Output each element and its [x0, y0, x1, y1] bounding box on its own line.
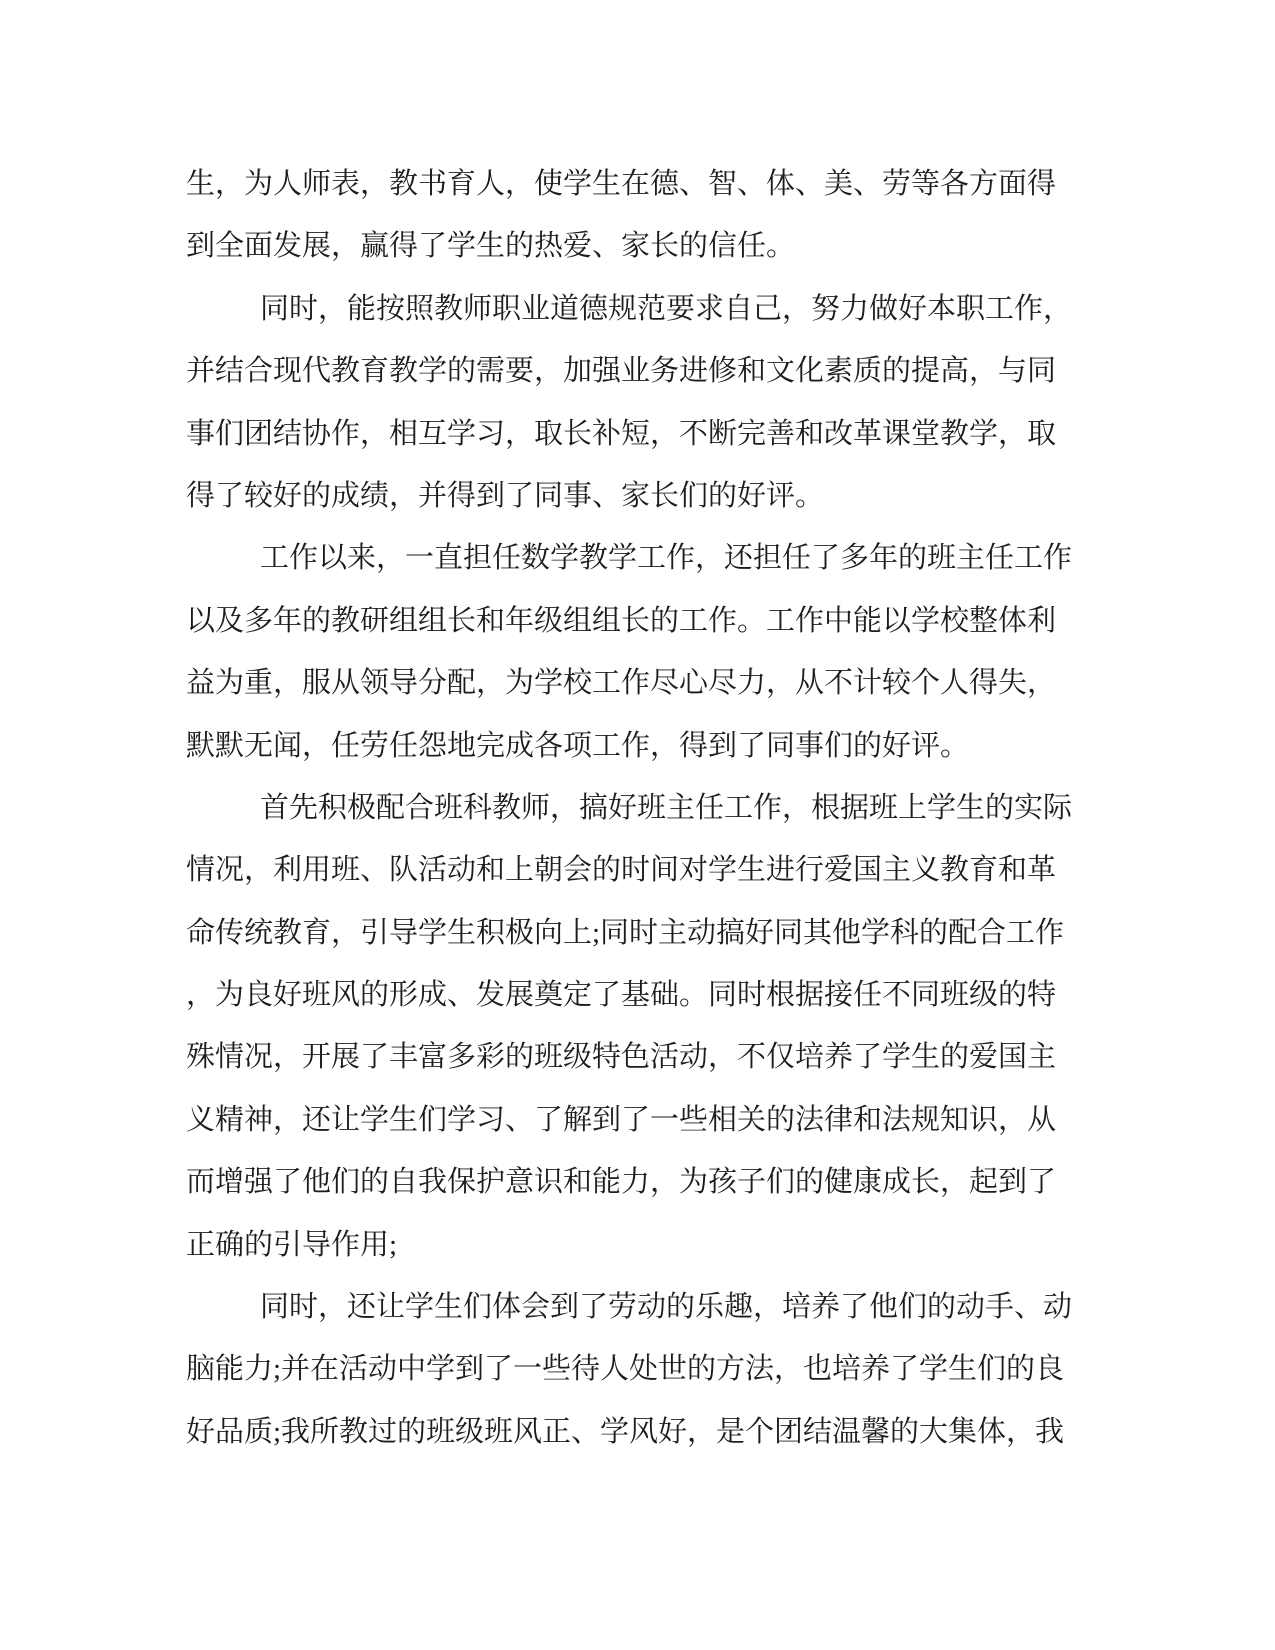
- text-line: 以及多年的教研组组长和年级组组长的工作。工作中能以学校整体利: [186, 604, 1057, 637]
- text-line: 殊情况，开展了丰富多彩的班级特色活动，不仅培养了学生的爱国主: [186, 1041, 1057, 1074]
- document-text-block: [186, 153, 1088, 1463]
- text-line: 脑能力;并在活动中学到了一些待人处世的方法，也培养了学生们的良: [186, 1353, 1065, 1386]
- text-line: 好品质;我所教过的班级班风正、学风好，是个团结温馨的大集体，我: [186, 1415, 1065, 1448]
- text-line: 同时，还让学生们体会到了劳动的乐趣，培养了他们的动手、动: [260, 1291, 1073, 1324]
- text-line: 同时，能按照教师职业道德规范要求自己，努力做好本职工作，: [260, 292, 1073, 325]
- text-line: 生，为人师表，教书育人，使学生在德、智、体、美、劳等各方面得: [186, 168, 1057, 200]
- text-line: 而增强了他们的自我保护意识和能力，为孩子们的健康成长，起到了: [186, 1166, 1057, 1199]
- text-line: 命传统教育，引导学生积极向上;同时主动搞好同其他学科的配合工作: [186, 916, 1065, 949]
- text-line: 义精神，还让学生们学习、了解到了一些相关的法律和法规知识，从: [186, 1103, 1057, 1136]
- text-line: 益为重，服从领导分配，为学校工作尽心尽力，从不计较个人得失，: [186, 667, 1057, 700]
- text-line: 事们团结协作，相互学习，取长补短，不断完善和改革课堂教学，取: [186, 417, 1057, 450]
- text-line: 首先积极配合班科教师，搞好班主任工作，根据班上学生的实际: [260, 791, 1073, 824]
- text-line: ，为良好班风的形成、发展奠定了基础。同时根据接任不同班级的特: [186, 979, 1057, 1012]
- text-line: 正确的引导作用;: [186, 1228, 398, 1261]
- text-line: 并结合现代教育教学的需要，加强业务进修和文化素质的提高，与同: [186, 355, 1057, 388]
- text-line: 得了较好的成绩，并得到了同事、家长们的好评。: [186, 479, 825, 512]
- text-line: 情况，利用班、队活动和上朝会的时间对学生进行爱国主义教育和革: [186, 854, 1057, 887]
- text-line: 到全面发展，赢得了学生的热爱、家长的信任。: [186, 230, 796, 263]
- text-line: 工作以来，一直担任数学教学工作，还担任了多年的班主任工作: [260, 542, 1073, 575]
- text-line: 默默无闻，任劳任怨地完成各项工作，得到了同事们的好评。: [186, 729, 970, 762]
